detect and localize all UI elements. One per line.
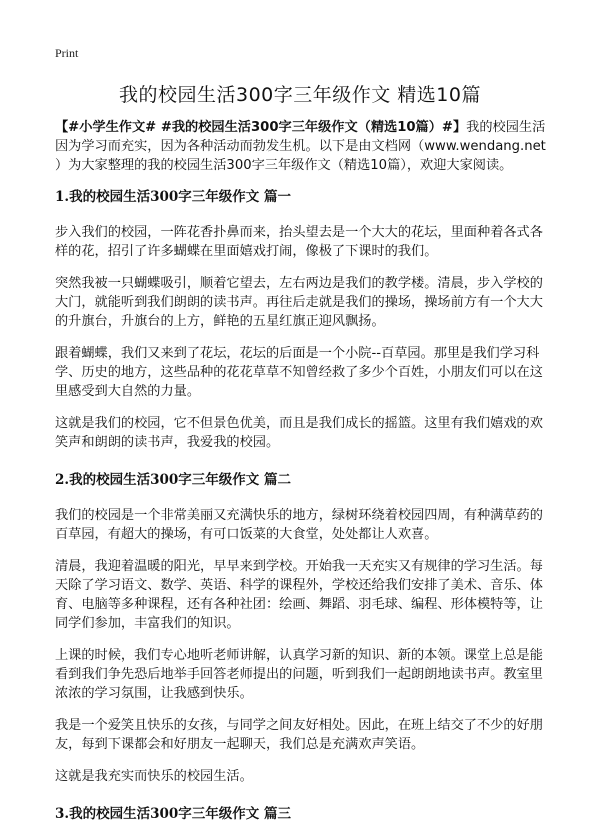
section-heading: 3.我的校园生活300字三年级作文 篇三	[55, 806, 291, 822]
intro-text: 我的校园生活因为学习而充实，因为各种活动而勃发生机。以下是由文档网（www.wendang.net ）为大家整理的我的校园生活300字三年级作文（精选10篇），欢迎大家阅读。	[55, 120, 546, 173]
paragraph: 我们的校园是一个非常美丽又充满快乐的地方，绿树环绕着校园四周，有种满草药的百草园，有超大的操场，有可口饭菜的大食堂，处处都让人欢喜。	[55, 508, 543, 542]
print-label: Print	[55, 46, 79, 60]
paragraph: 这就是我们的校园，它不但景色优美，而且是我们成长的摇篮。这里有我们嬉戏的欢笑声和朗朗的读书声，我爱我的校园。	[55, 416, 543, 450]
section-heading: 1.我的校园生活300字三年级作文 篇一	[55, 189, 291, 205]
paragraph: 我是一个爱笑且快乐的女孩，与同学之间友好相处。因此，在班上结交了不少的好朋友，每到下课都会和好朋友一起聊天，我们总是充满欢声笑语。	[55, 718, 543, 752]
paragraph: 这就是我充实而快乐的校园生活。	[55, 769, 253, 784]
article-body	[55, 118, 551, 840]
intro-paragraph	[55, 118, 551, 175]
paragraph: 上课的时候，我们专心地听老师讲解，认真学习新的知识、新的本领。课堂上总是能看到我们争先恐后地举手回答老师提出的问题，听到我们一起朗朗地读书声。教室里浓浓的学习氛围，让我感到快乐。	[55, 648, 543, 701]
section-3	[55, 804, 551, 824]
section-1	[55, 187, 551, 452]
paragraph: 跟着蝴蝶，我们又来到了花坛，花坛的后面是一个小院--百草园。那里是我们学习科学、历史的地方，这些品种的花花草草不知曾经救了多少个百姓，小朋友们可以在这里感受到大自然的力量。	[55, 346, 543, 399]
section-heading: 2.我的校园生活300字三年级作文 篇二	[55, 472, 291, 488]
page-title: 我的校园生活300字三年级作文 精选10篇	[119, 84, 481, 106]
paragraph: 突然我被一只蝴蝶吸引，顺着它望去，左右两边是我们的教学楼。清晨，步入学校的大门，就能听到我们朗朗的读书声。再往后走就是我们的操场，操场前方有一个大大的升旗台，升旗台的上方，鲜艳的五星红旗正迎风飘扬。	[55, 276, 543, 329]
paragraph: 步入我们的校园，一阵花香扑鼻而来，抬头望去是一个大大的花坛，里面种着各式各样的花，招引了许多蝴蝶在里面嬉戏打闹，像极了下课时的我们。	[55, 225, 543, 259]
paragraph: 清晨，我迎着温暖的阳光，早早来到学校。开始我一天充实又有规律的学习生活。每天除了学习语文、数学、英语、科学的课程外，学校还给我们安排了美术、音乐、体育、电脑等多种课程，还有各种社团：绘画、舞蹈、羽毛球、编程、形体模特等，让同学们参加，丰富我们的知识。	[55, 559, 543, 631]
intro-tag: 【#小学生作文# #我的校园生活300字三年级作文（精选10篇）#】	[55, 120, 467, 135]
section-2	[55, 470, 551, 786]
